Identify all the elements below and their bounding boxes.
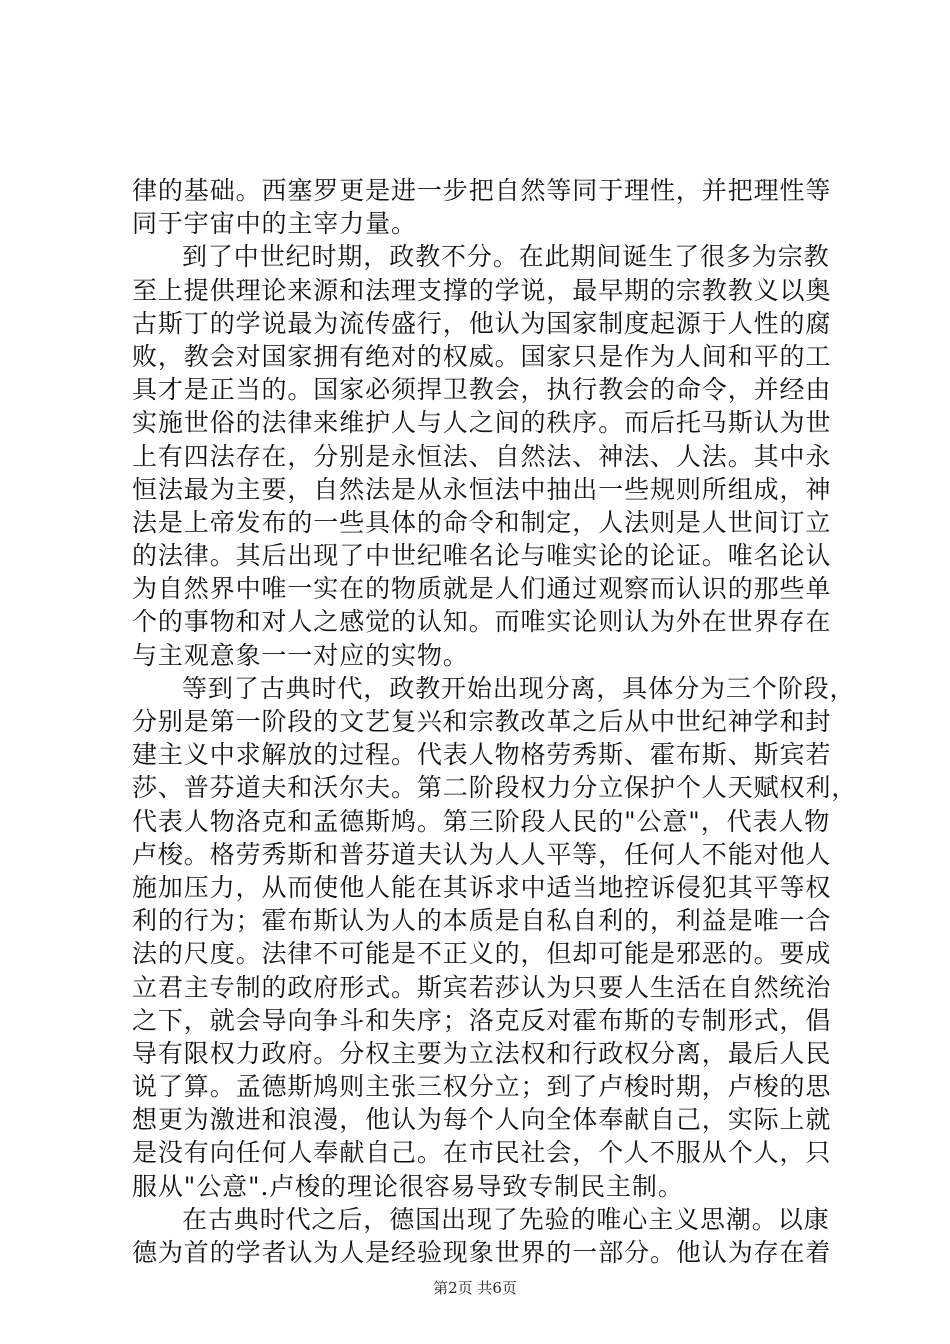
text-line: 立君主专制的政府形式。斯宾若莎认为只要人生活在自然统治 xyxy=(132,972,832,1002)
paragraph-start-line: 等到了古典时代，政教开始出现分离，具体分为三个阶段， xyxy=(182,673,856,703)
text-line: 上有四法存在，分别是永恒法、自然法、神法、人法。其中永 xyxy=(132,441,832,471)
text-line: 败，教会对国家拥有绝对的权威。国家只是作为人间和平的工 xyxy=(132,341,832,371)
text-line: 法是上帝发布的一些具体的命令和制定，人法则是人世间订立 xyxy=(132,507,832,537)
text-line: 德为首的学者认为人是经验现象世界的一部分。他认为存在着 xyxy=(132,1238,832,1267)
text-line: 个的事物和对人之感觉的认知。而唯实论则认为外在世界存在 xyxy=(132,607,832,637)
text-line: 与主观意象一一对应的实物。 xyxy=(132,640,469,670)
text-line: 法的尺度。法律不可能是不正义的，但却可能是邪恶的。要成 xyxy=(132,939,832,969)
text-line: 利的行为；霍布斯认为人的本质是自私自利的，利益是唯一合 xyxy=(132,906,832,936)
text-line: 具才是正当的。国家必须捍卫教会，执行教会的命令，并经由 xyxy=(132,375,832,405)
text-line: 实施世俗的法律来维护人与人之间的秩序。而后托马斯认为世 xyxy=(132,408,832,438)
text-line: 说了算。孟德斯鸠则主张三权分立；到了卢梭时期，卢梭的思 xyxy=(132,1072,832,1102)
text-line: 律的基础。西塞罗更是进一步把自然等同于理性，并把理性等 xyxy=(132,176,832,205)
text-line: 施加压力，从而使他人能在其诉求中适当地控诉侵犯其平等权 xyxy=(132,872,832,902)
text-line: 同于宇宙中的主宰力量。 xyxy=(132,209,417,239)
paragraph-start-line: 到了中世纪时期，政教不分。在此期间诞生了很多为宗教 xyxy=(182,242,830,272)
text-line: 分别是第一阶段的文艺复兴和宗教改革之后从中世纪神学和封 xyxy=(132,707,832,736)
text-line: 恒法最为主要，自然法是从永恒法中抽出一些规则所组成，神 xyxy=(132,474,832,504)
text-line: 服从"公意".卢梭的理论很容易导致专制民主制。 xyxy=(132,1171,684,1201)
text-line: 之下，就会导向争斗和失序；洛克反对霍布斯的专制形式，倡 xyxy=(132,1005,832,1035)
page-footer: 第2页 共6页 xyxy=(433,1279,517,1297)
text-line: 代表人物洛克和孟德斯鸠。第三阶段人民的"公意"，代表人物 xyxy=(132,806,831,836)
text-line: 卢梭。格劳秀斯和普芬道夫认为人人平等，任何人不能对他人 xyxy=(132,839,832,869)
text-line: 是没有向任何人奉献自己。在市民社会，个人不服从个人，只 xyxy=(132,1138,832,1168)
text-line: 的法律。其后出现了中世纪唯名论与唯实论的论证。唯名论认 xyxy=(132,541,832,571)
text-line: 建主义中求解放的过程。代表人物格劳秀斯、霍布斯、斯宾若 xyxy=(132,740,832,770)
paragraph-start-line: 在古典时代之后，德国出现了先验的唯心主义思潮。以康 xyxy=(182,1204,830,1234)
text-line: 导有限权力政府。分权主要为立法权和行政权分离，最后人民 xyxy=(132,1038,832,1068)
text-line: 想更为激进和浪漫，他认为每个人向全体奉献自己，实际上就 xyxy=(132,1105,832,1135)
text-line: 为自然界中唯一实在的物质就是人们通过观察而认识的那些单 xyxy=(132,574,832,604)
text-line: 至上提供理论来源和法理支撑的学说，最早期的宗教教义以奥 xyxy=(132,275,832,305)
text-line: 莎、普芬道夫和沃尔夫。第二阶段权力分立保护个人天赋权利， xyxy=(132,773,858,803)
body-text xyxy=(132,174,858,1269)
text-line: 古斯丁的学说最为流传盛行，他认为国家制度起源于人性的腐 xyxy=(132,308,832,338)
